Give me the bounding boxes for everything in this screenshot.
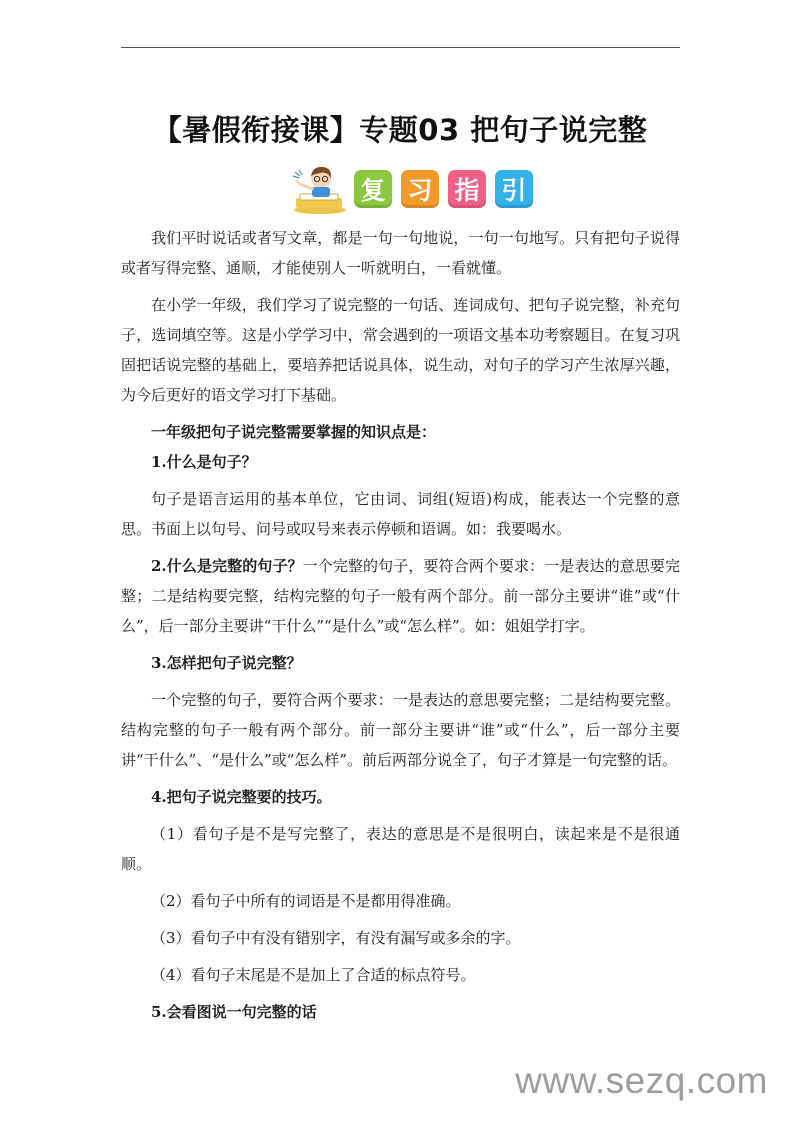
- banner-tile-zhi: 指: [448, 170, 486, 208]
- tip-3: （3）看句子中有没有错别字，有没有漏写或多余的字。: [151, 929, 521, 947]
- section-2-heading: 2.什么是完整的句子？: [151, 557, 303, 575]
- section-3-heading: 3.怎样把句子说完整？: [151, 654, 302, 672]
- tip-4: （4）看句子末尾是不是加上了合适的标点符号。: [151, 966, 476, 984]
- page-title: 【暑假衔接课】专题03 把句子说完整: [152, 113, 648, 147]
- tip-1: （1）看句子是不是写完整了，表达的意思是不是很明白，读起来是不是很通顺。: [121, 825, 680, 873]
- banner-tile-yin: 引: [495, 170, 533, 208]
- review-guide-banner: [290, 164, 542, 214]
- site-watermark: www.sezq.com: [515, 1060, 768, 1101]
- section-2-text: 一个完整的句子，要符合两个要求：一是表达的意思要完整；二是结构要完整，结构完整的句子一般有两个部分。前一部分主要讲“谁”或“什么”，后一部分主要讲“干什么”“是什么”或“怎么样”。如：姐姐学打字。: [121, 557, 680, 635]
- knowledge-heading: 一年级把句子说完整需要掌握的知识点是：: [151, 423, 437, 441]
- section-1-text: 句子是语言运用的基本单位，它由词、词组(短语)构成，能表达一个完整的意思。书面上以句号、问号或叹号来表示停顿和语调。如：我要喝水。: [121, 490, 680, 538]
- intro-paragraph-2: 在小学一年级，我们学习了说完整的一句话、连词成句、把句子说完整，补充句子，选词填空等。这是小学学习中，常会遇到的一项语文基本功考察题目。在复习巩固把话说完整的基础上，要培养把话说具体，说生动，对句子的学习产生浓厚兴趣，为今后更好的语文学习打下基础。: [121, 296, 680, 404]
- header-rule: [121, 47, 680, 48]
- section-1-heading: 1.什么是句子？: [151, 453, 257, 471]
- section-5-heading: 5.会看图说一句完整的话: [151, 1003, 317, 1021]
- banner-tile-fu: 复: [354, 170, 392, 208]
- tip-2: （2）看句子中所有的词语是不是都用得准确。: [151, 892, 461, 910]
- section-4-heading: 4.把句子说完整要的技巧。: [151, 788, 332, 806]
- section-2-paragraph: [121, 551, 680, 641]
- intro-paragraph-1: 我们平时说话或者写文章，都是一句一句地说，一句一句地写。只有把句子说得或者写得完整、通顺，才能使别人一听就明白，一看就懂。: [121, 229, 680, 277]
- banner-tile-xi: 习: [401, 170, 439, 208]
- student-reading-icon: [290, 164, 348, 214]
- section-3-text: 一个完整的句子，要符合两个要求：一是表达的意思要完整；二是结构要完整。结构完整的句子一般有两个部分。前一部分主要讲“谁”或“什么”，后一部分主要讲“干什么”、“是什么”或“怎么样”。前后两部分说全了，句子才算是一句完整的话。: [121, 691, 680, 769]
- document-body: [121, 223, 680, 1027]
